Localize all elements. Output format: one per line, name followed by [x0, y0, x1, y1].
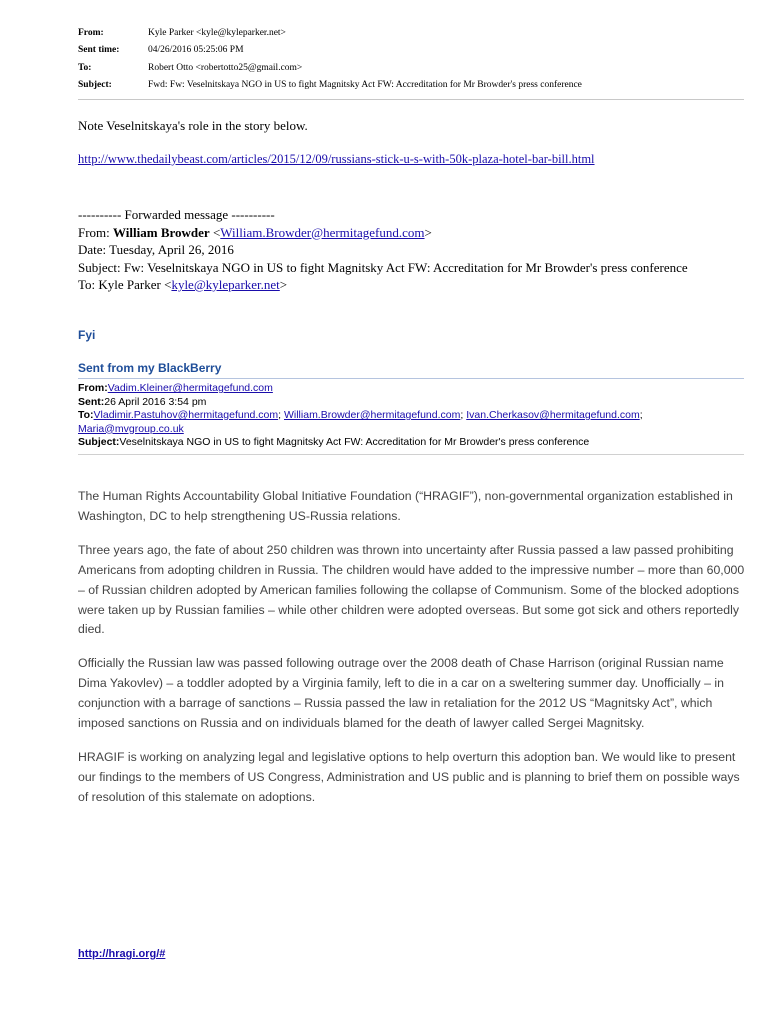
inner-subject-label: Subject: — [78, 436, 120, 448]
inner-to-row — [78, 409, 748, 423]
header-sent-value: 04/26/2016 05:25:06 PM — [148, 45, 244, 56]
daily-beast-link[interactable]: http://www.thedailybeast.com/articles/2015/12/09/russians-stick-u-s-with-50k-plaza-hotel-bar-bill.html — [78, 152, 595, 166]
body-paragraph-4: HRAGIF is working on analyzing legal and legislative options to help overturn this adoption ban. We would like to present our findings to the members of US Congress, Administration and US public and is planning to brief them on possible ways of resolution of this stalemate on adoptions. — [78, 749, 740, 804]
forwarded-from — [78, 224, 758, 242]
inner-to-email-3-link[interactable]: Ivan.Cherkasov@hermitagefund.com — [466, 409, 640, 421]
inner-to-email-4-link[interactable]: Maria@mvgroup.co.uk — [78, 422, 184, 435]
header-to-label: To: — [78, 62, 92, 73]
forwarded-message — [78, 206, 758, 294]
inner-sent-row — [78, 396, 748, 410]
inner-from-row — [78, 382, 748, 396]
inner-subject-value: Veselnitskaya NGO in US to fight Magnitsky Act FW: Accreditation for Mr Browder's press conference — [119, 436, 590, 448]
forwarded-subject: Subject: Fw: Veselnitskaya NGO in US to fight Magnitsky Act FW: Accreditation for Mr Browder's press conference — [78, 259, 688, 275]
inner-to-sep-1: ; — [278, 409, 284, 421]
header-subject-value: Fwd: Fw: Veselnitskaya NGO in US to fight Magnitsky Act FW: Accreditation for Mr Browder's press conference — [148, 80, 582, 91]
note-text: Note Veselnitskaya's role in the story below. — [78, 118, 308, 133]
inner-from-label: From: — [78, 382, 108, 394]
blackberry-signature: Sent from my BlackBerry — [78, 361, 222, 375]
inner-subject-row — [78, 436, 748, 450]
message-body — [78, 487, 748, 822]
forwarded-from-email-link[interactable]: William.Browder@hermitagefund.com — [220, 224, 425, 240]
inner-header-top-divider — [78, 378, 744, 379]
header-sent-label: Sent time: — [78, 45, 120, 56]
inner-header-bottom-divider — [78, 454, 744, 455]
inner-to-email-2-link[interactable]: William.Browder@hermitagefund.com — [283, 409, 461, 421]
inner-to-label: To: — [78, 409, 94, 421]
forwarded-to-close: > — [279, 277, 288, 292]
hragi-link[interactable]: http://hragi.org/# — [78, 948, 166, 960]
inner-email-header — [78, 382, 748, 450]
header-from-row — [78, 24, 718, 42]
forwarded-divider: ---------- Forwarded message ---------- — [78, 207, 275, 222]
header-subject-row — [78, 77, 718, 95]
header-to-row — [78, 59, 718, 77]
forwarded-to-email-link[interactable]: kyle@kyleparker.net — [171, 277, 280, 292]
body-paragraph-1: The Human Rights Accountability Global Initiative Foundation (“HRAGIF”), non-governmental organization established in Washington, DC to help strengthening US-Russia relations. — [78, 489, 733, 523]
forwarded-from-close: > — [424, 224, 432, 240]
inner-to-email-1-link[interactable]: Vladimir.Pastuhov@hermitagefund.com — [93, 409, 279, 421]
forwarded-from-name: William Browder — [113, 224, 210, 240]
body-paragraph-2: Three years ago, the fate of about 250 children was thrown into uncertainty after Russia passed a law passed prohibiting Americans from adopting children in Russia. The children would have added to the impressive number – more than 60,000 – of Russian children adopted by American families following the collapse of Communism. Some of the blocked adoptions were taken up by Russian families – while other children were adopted overseas. But some got sick and others reportedly died. — [78, 542, 745, 637]
forwarded-from-prefix: From: — [78, 224, 114, 240]
forwarded-from-open: < — [209, 224, 221, 240]
body-paragraph-3: Officially the Russian law was passed following outrage over the 2008 death of Chase Harrison (original Russian name Dima Yakovlev) – a toddler adopted by a Virginia family, left to die in a car on a sweltering summer day. Unofficially – in conjunction with a barrage of sanctions – Russia passed the law in retaliation for the 2012 US “Magnitsky Act”, which imposed sanctions on Russia and on individuals blamed for the death of lawyer called Sergei Magnitsky. — [78, 656, 724, 731]
inner-sent-value: 26 April 2016 3:54 pm — [104, 395, 207, 408]
header-from-label: From: — [78, 27, 104, 38]
forwarded-date: Date: Tuesday, April 26, 2016 — [78, 242, 234, 257]
forwarded-to — [78, 276, 758, 294]
fyi-text: Fyi — [78, 328, 96, 342]
forwarded-to-prefix: To: Kyle Parker < — [78, 277, 172, 292]
header-subject-label: Subject: — [78, 80, 112, 91]
inner-sent-label: Sent: — [78, 395, 105, 408]
header-sent-row — [78, 42, 718, 60]
inner-to-row-cont — [78, 423, 748, 437]
header-divider — [78, 99, 744, 100]
inner-to-sep-3: ; — [639, 409, 643, 421]
header-from-value: Kyle Parker <kyle@kyleparker.net> — [148, 27, 286, 38]
inner-to-sep-2: ; — [460, 409, 467, 421]
inner-from-email-link[interactable]: Vadim.Kleiner@hermitagefund.com — [107, 382, 273, 394]
header-to-value: Robert Otto <robertotto25@gmail.com> — [148, 62, 303, 73]
email-header — [78, 24, 718, 94]
